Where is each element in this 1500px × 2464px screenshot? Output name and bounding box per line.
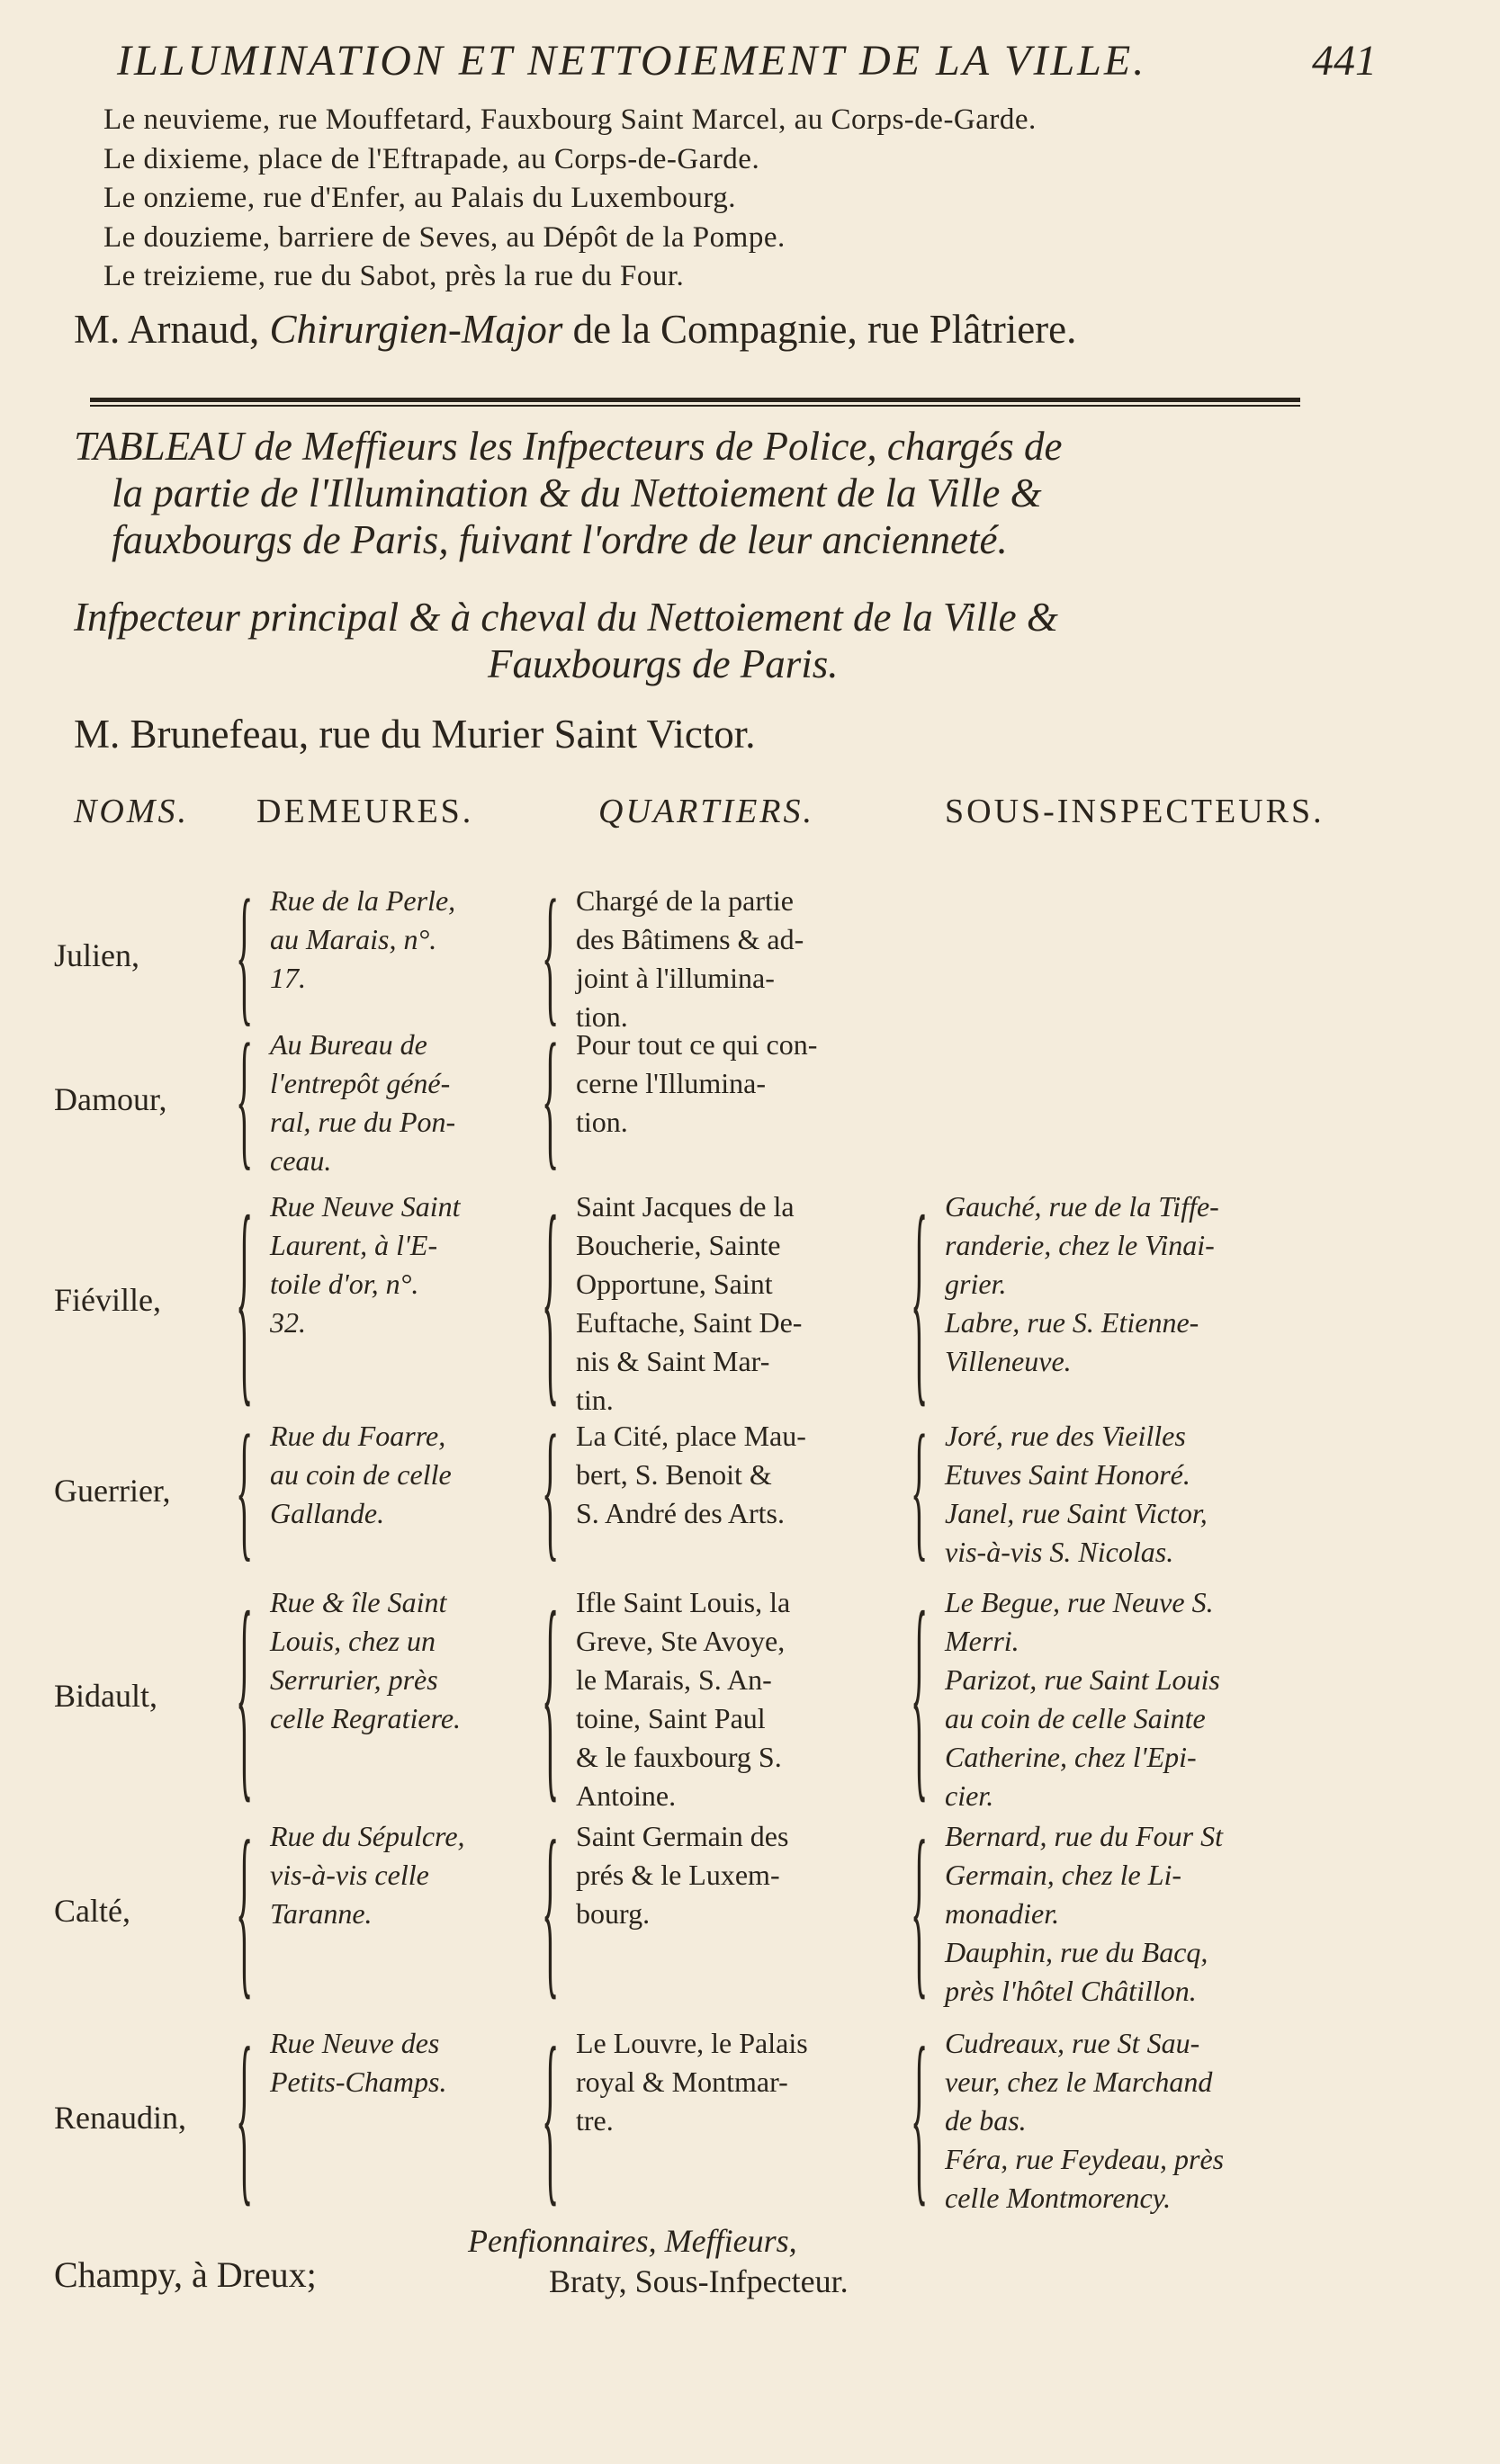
quartier-cell-line: tion. bbox=[576, 1106, 628, 1138]
quartier-cell-line: S. André des Arts. bbox=[576, 1497, 785, 1529]
sous-inspecteur-cell-line: Bernard, rue du Four St bbox=[945, 1820, 1224, 1852]
inspector-name: Renaudin, bbox=[54, 2099, 186, 2136]
brace-glyph: { bbox=[542, 2005, 560, 2224]
quartier-cell-line: joint à l'illumina- bbox=[576, 962, 775, 994]
brace-glyph: { bbox=[542, 1798, 560, 2017]
column-header-noms: NOMS. bbox=[74, 793, 189, 830]
quartier-cell bbox=[576, 1026, 817, 1142]
section-rule bbox=[90, 398, 1300, 402]
demeure-cell bbox=[270, 1026, 455, 1180]
brace-glyph: { bbox=[911, 1166, 929, 1428]
quartier-cell-line: Chargé de la partie bbox=[576, 884, 794, 917]
inspector-name: Julien, bbox=[54, 937, 139, 973]
sous-inspecteur-cell-line: au coin de celle Sainte bbox=[945, 1702, 1206, 1734]
sous-inspecteur-cell-line: Parizot, rue Saint Louis bbox=[945, 1663, 1220, 1696]
sous-inspecteur-cell-line: Cudreaux, rue St Sau- bbox=[945, 2027, 1200, 2059]
inspector-name: Fiéville, bbox=[54, 1282, 161, 1318]
sous-inspecteur-cell-line: Dauphin, rue du Bacq, bbox=[945, 1936, 1208, 1968]
demeure-cell-line: Laurent, à l'E- bbox=[270, 1229, 438, 1261]
quartier-cell bbox=[576, 1817, 788, 1933]
principal-inspector: M. Brunefeau, rue du Murier Saint Victor. bbox=[74, 712, 756, 757]
demeure-cell bbox=[270, 882, 455, 998]
demeure-cell-line: au Marais, n°. bbox=[270, 923, 437, 955]
sous-inspecteur-cell-line: Labre, rue S. Etienne- bbox=[945, 1306, 1199, 1339]
demeure-cell-line: Gallande. bbox=[270, 1497, 385, 1529]
demeure-cell-line: l'entrepôt géné- bbox=[270, 1067, 451, 1099]
brace-glyph: { bbox=[542, 1402, 560, 1576]
quartier-cell-line: prés & le Luxem- bbox=[576, 1859, 780, 1891]
sous-inspecteur-cell bbox=[945, 1417, 1208, 1572]
post-line: Le treizieme, rue du Sabot, près la rue du Four. bbox=[103, 260, 685, 292]
sous-inspecteur-cell-line: Merri. bbox=[945, 1625, 1019, 1657]
demeure-cell-line: Petits-Champs. bbox=[270, 2065, 447, 2098]
principal-line: Fauxbourgs de Paris. bbox=[488, 641, 839, 686]
quartier-cell-line: La Cité, place Mau- bbox=[576, 1420, 806, 1452]
demeure-cell-line: Taranne. bbox=[270, 1897, 373, 1930]
sous-inspecteur-cell bbox=[945, 1817, 1223, 2011]
page-number: 441 bbox=[1312, 37, 1377, 85]
quartier-cell-line: tin. bbox=[576, 1384, 614, 1416]
demeure-cell-line: celle Regratiere. bbox=[270, 1702, 462, 1734]
sous-inspecteur-cell-line: Féra, rue Feydeau, près bbox=[945, 2143, 1225, 2175]
quartier-cell-line: Pour tout ce qui con- bbox=[576, 1028, 818, 1061]
quartier-cell-line: royal & Montmar- bbox=[576, 2065, 788, 2098]
demeure-cell bbox=[270, 2024, 446, 2101]
sous-inspecteur-cell-line: de bas. bbox=[945, 2104, 1027, 2137]
tableau-line: TABLEAU de Meffieurs les Infpecteurs de Police, chargés de bbox=[74, 424, 1063, 469]
demeure-cell-line: ral, rue du Pon- bbox=[270, 1106, 456, 1138]
brace-glyph: { bbox=[236, 866, 254, 1041]
post-line: Le onzieme, rue d'Enfer, au Palais du Luxembourg. bbox=[103, 182, 736, 214]
sous-inspecteur-cell-line: grier. bbox=[945, 1268, 1007, 1300]
post-line: Le dixieme, place de l'Eftrapade, au Corps-de-Garde. bbox=[103, 142, 760, 175]
quartier-cell-line: Opportune, Saint bbox=[576, 1268, 773, 1300]
running-title: ILLUMINATION ET NETTOIEMENT DE LA VILLE. bbox=[117, 37, 1147, 85]
demeure-cell-line: vis-à-vis celle bbox=[270, 1859, 429, 1891]
sous-inspecteur-cell bbox=[945, 1583, 1220, 1815]
sous-inspecteur-cell-line: Joré, rue des Vieilles bbox=[945, 1420, 1186, 1452]
demeure-cell-line: au coin de celle bbox=[270, 1458, 452, 1491]
brace-glyph: { bbox=[911, 1798, 929, 2017]
surgeon-title: Chirurgien-Major bbox=[269, 307, 563, 352]
demeure-cell-line: ceau. bbox=[270, 1144, 332, 1177]
column-header-demeures: DEMEURES. bbox=[256, 793, 474, 830]
quartier-cell bbox=[576, 1583, 790, 1815]
quartier-cell-line: Boucherie, Sainte bbox=[576, 1229, 781, 1261]
demeure-cell-line: 32. bbox=[270, 1306, 306, 1339]
column-header-quartiers: QUARTIERS. bbox=[598, 793, 815, 830]
demeure-cell-line: toile d'or, n°. bbox=[270, 1268, 419, 1300]
brace-glyph: { bbox=[542, 1010, 560, 1185]
quartier-cell-line: nis & Saint Mar- bbox=[576, 1345, 770, 1377]
tableau-line: fauxbourgs de Paris, fuivant l'ordre de leur ancienneté. bbox=[112, 517, 1008, 562]
sous-inspecteur-cell bbox=[945, 2024, 1224, 2218]
quartier-cell-line: Saint Germain des bbox=[576, 1820, 789, 1852]
brace-glyph: { bbox=[542, 866, 560, 1041]
brace-glyph: { bbox=[236, 1010, 254, 1185]
demeure-cell-line: 17. bbox=[270, 962, 306, 994]
pensionnaire-champy: Champy, à Dreux; bbox=[54, 2254, 317, 2295]
surgeon-entry bbox=[74, 306, 1076, 353]
quartier-cell-line: Saint Jacques de la bbox=[576, 1190, 795, 1223]
brace-glyph: { bbox=[542, 1166, 560, 1428]
quartier-cell bbox=[576, 2024, 808, 2140]
brace-glyph: { bbox=[236, 1798, 254, 2017]
demeure-cell-line: Serrurier, près bbox=[270, 1663, 438, 1696]
guard-posts-list bbox=[103, 101, 1399, 297]
quartier-cell-line: bert, S. Benoit & bbox=[576, 1458, 772, 1491]
quartier-cell-line: cerne l'Illumina- bbox=[576, 1067, 766, 1099]
post-line: Le neuvieme, rue Mouffetard, Fauxbourg Saint Marcel, au Corps-de-Garde. bbox=[103, 103, 1037, 136]
quartier-cell bbox=[576, 1417, 806, 1533]
demeure-cell-line: Rue Neuve Saint bbox=[270, 1190, 461, 1223]
brace-glyph: { bbox=[236, 1402, 254, 1576]
inspector-name: Guerrier, bbox=[54, 1473, 171, 1509]
principal-inspector-heading bbox=[74, 594, 1370, 687]
column-header-sous-inspecteurs: SOUS-INSPECTEURS. bbox=[945, 793, 1325, 830]
quartier-cell-line: tre. bbox=[576, 2104, 614, 2137]
sous-inspecteur-cell-line: veur, chez le Marchand bbox=[945, 2065, 1213, 2098]
sous-inspecteur-cell bbox=[945, 1187, 1219, 1381]
quartier-cell-line: bourg. bbox=[576, 1897, 651, 1930]
demeure-cell bbox=[270, 1417, 452, 1533]
surgeon-name: M. Arnaud, bbox=[74, 307, 260, 352]
brace-glyph: { bbox=[911, 1562, 929, 1823]
brace-glyph: { bbox=[236, 1166, 254, 1428]
quartier-cell-line: tion. bbox=[576, 1000, 628, 1033]
quartier-cell-line: le Marais, S. An- bbox=[576, 1663, 772, 1696]
quartier-cell-line: Euftache, Saint De- bbox=[576, 1306, 803, 1339]
sous-inspecteur-cell-line: Catherine, chez l'Epi- bbox=[945, 1741, 1197, 1773]
inspector-name: Bidault, bbox=[54, 1678, 157, 1714]
tableau-line: la partie de l'Illumination & du Nettoiement de la Ville & bbox=[112, 470, 1042, 515]
demeure-cell-line: Rue du Sépulcre, bbox=[270, 1820, 465, 1852]
principal-line: Infpecteur principal & à cheval du Nettoiement de la Ville & bbox=[74, 595, 1058, 640]
sous-inspecteur-cell-line: Etuves Saint Honoré. bbox=[945, 1458, 1190, 1491]
quartier-cell-line: toine, Saint Paul bbox=[576, 1702, 766, 1734]
sous-inspecteur-cell-line: Villeneuve. bbox=[945, 1345, 1072, 1377]
demeure-cell-line: Louis, chez un bbox=[270, 1625, 436, 1657]
pensionnaire-braty: Braty, Sous-Infpecteur. bbox=[549, 2263, 849, 2299]
sous-inspecteur-cell-line: Gauché, rue de la Tiffe- bbox=[945, 1190, 1219, 1223]
sous-inspecteur-cell-line: près l'hôtel Châtillon. bbox=[945, 1975, 1197, 2007]
quartier-cell-line: & le fauxbourg S. bbox=[576, 1741, 782, 1773]
sous-inspecteur-cell-line: vis-à-vis S. Nicolas. bbox=[945, 1536, 1174, 1568]
post-line: Le douzieme, barriere de Seves, au Dépôt de la Pompe. bbox=[103, 220, 786, 254]
quartier-cell-line: Le Louvre, le Palais bbox=[576, 2027, 808, 2059]
section-rule-thin bbox=[90, 405, 1300, 407]
sous-inspecteur-cell-line: Le Begue, rue Neuve S. bbox=[945, 1586, 1214, 1618]
demeure-cell-line: Au Bureau de bbox=[270, 1028, 427, 1061]
surgeon-address: de la Compagnie, rue Plâtriere. bbox=[572, 307, 1077, 352]
sous-inspecteur-cell-line: celle Montmorency. bbox=[945, 2182, 1172, 2214]
sous-inspecteur-cell-line: monadier. bbox=[945, 1897, 1060, 1930]
demeure-cell-line: Rue Neuve des bbox=[270, 2027, 440, 2059]
quartier-cell-line: des Bâtimens & ad- bbox=[576, 923, 804, 955]
sous-inspecteur-cell-line: Janel, rue Saint Victor, bbox=[945, 1497, 1208, 1529]
demeure-cell bbox=[270, 1817, 465, 1933]
inspector-name: Calté, bbox=[54, 1892, 130, 1929]
demeure-cell-line: Rue de la Perle, bbox=[270, 884, 456, 917]
quartier-cell-line: Antoine. bbox=[576, 1779, 677, 1812]
quartier-cell bbox=[576, 1187, 802, 1420]
brace-glyph: { bbox=[236, 1562, 254, 1823]
sous-inspecteur-cell-line: Germain, chez le Li- bbox=[945, 1859, 1182, 1891]
brace-glyph: { bbox=[911, 2005, 929, 2224]
demeure-cell-line: Rue & île Saint bbox=[270, 1586, 447, 1618]
inspector-name: Damour, bbox=[54, 1081, 167, 1117]
brace-glyph: { bbox=[542, 1562, 560, 1823]
brace-glyph: { bbox=[236, 2005, 254, 2224]
demeure-cell-line: Rue du Foarre, bbox=[270, 1420, 446, 1452]
demeure-cell bbox=[270, 1187, 460, 1342]
quartier-cell bbox=[576, 882, 804, 1036]
demeure-cell bbox=[270, 1583, 461, 1738]
sous-inspecteur-cell-line: cier. bbox=[945, 1779, 994, 1812]
tableau-heading bbox=[74, 423, 1370, 563]
sous-inspecteur-cell-line: randerie, chez le Vinai- bbox=[945, 1229, 1215, 1261]
running-header bbox=[117, 36, 1377, 90]
pensionnaires-heading: Penfionnaires, Meffieurs, bbox=[468, 2223, 797, 2259]
quartier-cell-line: Ifle Saint Louis, la bbox=[576, 1586, 791, 1618]
brace-glyph: { bbox=[911, 1402, 929, 1576]
quartier-cell-line: Greve, Ste Avoye, bbox=[576, 1625, 786, 1657]
